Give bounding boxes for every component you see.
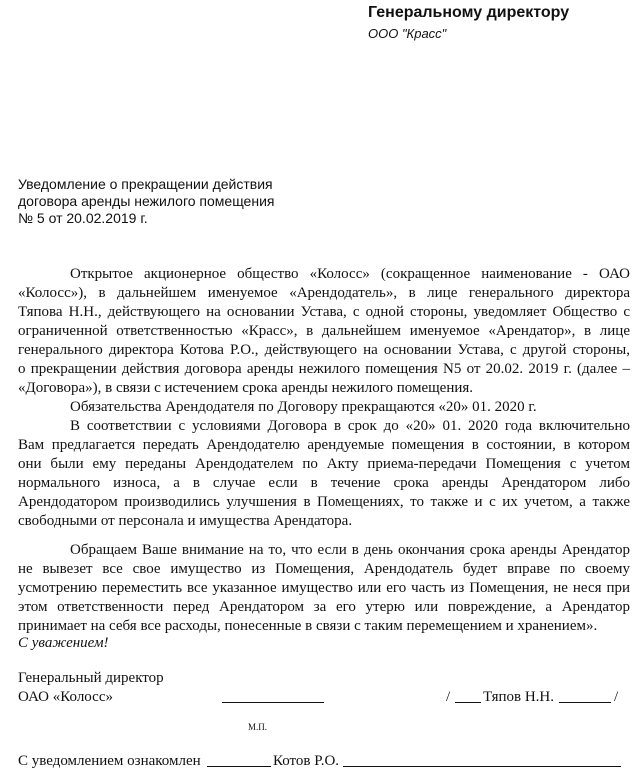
signer-name: Тяпов Н.Н. xyxy=(483,689,555,705)
paragraph xyxy=(18,398,630,417)
signature-slash-end: / xyxy=(614,689,619,705)
addressee-org: ООО "Красс" xyxy=(368,26,447,41)
paragraph xyxy=(18,265,630,398)
paragraph-line: они были ему переданы Арендодателем по Акту приема-передачи Помещения с учетом xyxy=(18,456,630,472)
paragraph-line: ограниченной ответственностью «Красс», в дальнейшем именуемое «Арендатор», в лице xyxy=(18,323,630,339)
paragraph xyxy=(18,541,630,636)
signature-slash: / xyxy=(446,689,451,705)
signer-org: ОАО «Колосс» xyxy=(18,689,113,705)
paragraph-line: Открытое акционерное общество «Колосс» (сокращенное наименование - ОАО xyxy=(70,266,630,282)
signature-name-line xyxy=(455,688,481,708)
document-heading xyxy=(18,176,274,227)
closing-regards: С уважением! xyxy=(18,635,109,651)
paragraph-line: свободными от персонала и имущества Арендатора. xyxy=(18,513,353,529)
acknowledgement-label: С уведомлением ознакомлен xyxy=(18,753,201,769)
heading-line: № 5 от 20.02.2019 г. xyxy=(18,210,148,226)
stamp-place: М.П. xyxy=(248,722,268,732)
acknowledgement-sign-line xyxy=(207,752,271,772)
paragraph-line: В соответствии с условиями Договора в срок до «20» 01. 2020 года включительно xyxy=(70,418,630,434)
signature-line xyxy=(222,688,324,708)
addressee-title: Генеральному директору xyxy=(368,4,570,21)
paragraph-line: Вам предлагается передать Арендодателю арендуемые помещения в состоянии, в котором xyxy=(18,437,630,453)
signature-name-line-end xyxy=(559,688,611,708)
paragraph-gap xyxy=(18,531,630,541)
paragraph-line: этом ответственности перед Арендатором за его утерю или повреждение, а Арендатор xyxy=(18,599,630,615)
paragraph-line: Тяпова Н.Н., действующего на основании Устава, с одной стороны, уведомляет Общество с xyxy=(18,304,630,320)
heading-line: Уведомление о прекращении действия xyxy=(18,176,273,192)
paragraph-line: не вывезет все свое имущество из Помещения, Арендодатель будет вправе по своему xyxy=(18,561,630,577)
paragraph xyxy=(18,417,630,531)
acknowledgement-name: Котов Р.О. xyxy=(273,753,340,769)
paragraph-line: «Договора»), в связи с истечением срока аренды нежилого помещения. xyxy=(18,380,474,396)
paragraph-line: Арендодатором производились улучшения в Помещениях, то также и с их учетом, а также xyxy=(18,494,630,510)
signer-position: Генеральный директор xyxy=(18,670,164,686)
paragraph-line: Обращаем Ваше внимание на то, что если в день окончания срока аренды Арендатор xyxy=(70,542,630,558)
paragraph-line: «Колосс»), в дальнейшем именуемое «Арендодатель», в лице генерального директора xyxy=(18,285,630,301)
paragraph-line: принимает на себя все расходы, понесенные в связи с таким перемещением и хранением». xyxy=(18,618,598,634)
paragraph-line: о прекращении действия договора аренды нежилого помещения N5 от 20.02. 2019 г. (далее – xyxy=(18,361,630,377)
heading-line: договора аренды нежилого помещения xyxy=(18,193,275,209)
notice-body xyxy=(18,265,630,636)
paragraph-line: нормального износа, а в случае если в течение срока аренды Арендатором либо xyxy=(18,475,630,491)
paragraph-line: генерального директора Котова Р.О., действующего на основании Устава, с другой стороны, xyxy=(18,342,630,358)
acknowledgement-date-line xyxy=(343,752,621,772)
paragraph-line: усмотрению переместить все указанное имущество или его часть из Помещения, не неся при xyxy=(18,580,630,596)
paragraph-line: Обязательства Арендодателя по Договору прекращаются «20» 01. 2020 г. xyxy=(70,399,537,415)
